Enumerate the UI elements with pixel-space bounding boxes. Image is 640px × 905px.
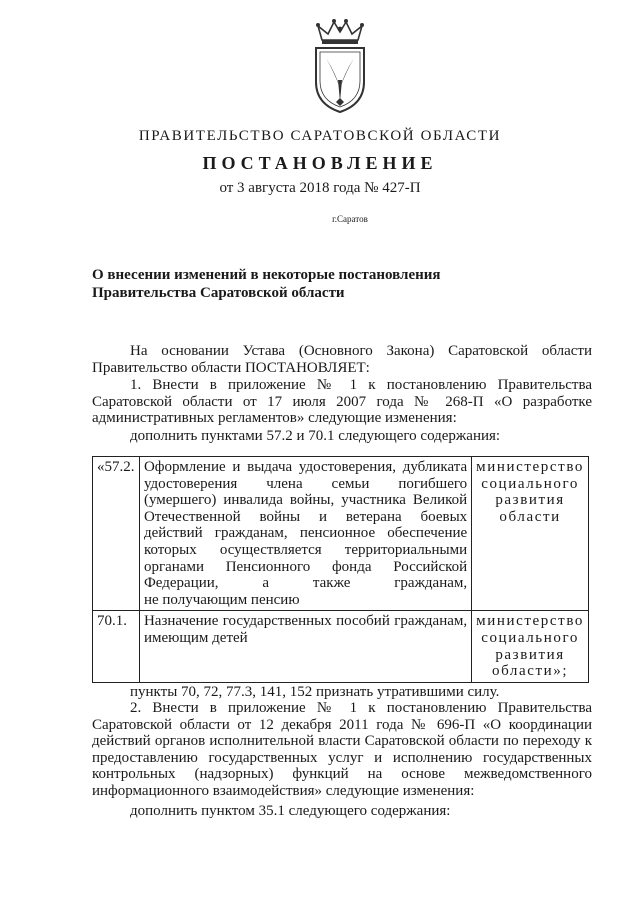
- row-service-text-body: Оформление и выдача удостоверения, дубликата удостоверения члена семьи погибшего (умершего) инвалида войны, участника Великой Отечественной войны и ветерана боевых действий гражданам, пенсионное обеспечение которых осуществляется территориальными органами Пенсионного фонда Российской Федерации, а также гражданам,: [143, 459, 468, 592]
- item-2-paragraph: 2. Внести в приложение № 1 к постановлению Правительства Саратовской области от 12 декабря 2011 года № 696-П «О координации действий органов исполнительной власти Саратовской области по переходу к предоставлению государственных услуг и исполнению государственных контрольных (надзорных) функций на основе межведомственного информационного взаимодействия» следующие изменения:: [92, 700, 592, 799]
- table-row: [93, 457, 589, 611]
- item-1-void-paragraph: пункты 70, 72, 77.3, 141, 152 признать утратившими силу.: [130, 684, 500, 700]
- row-authority: министерство социального развития области»;: [472, 611, 589, 682]
- subject-line-2: Правительства Саратовской области: [92, 285, 345, 301]
- item-1-paragraph: 1. Внести в приложение № 1 к постановлению Правительства Саратовской области от 17 июля 2007 года № 268-П «О разработке административных регламентов» следующие изменения:: [92, 377, 592, 427]
- row-service-text-last: имеющим детей: [143, 629, 248, 646]
- basis-paragraph: [92, 343, 592, 376]
- amendments-table: [92, 456, 589, 683]
- item-1-add-paragraph: дополнить пунктами 57.2 и 70.1 следующего содержания:: [130, 428, 501, 444]
- basis-line-1: На основании Устава (Основного Закона) Саратовской области: [130, 343, 592, 359]
- row-number: «57.2.: [93, 457, 140, 611]
- row-service-text-last: не получающим пенсию: [143, 591, 300, 608]
- table-row: [93, 611, 589, 682]
- doc-subject: [92, 266, 542, 302]
- row-authority: министерство социального развития области: [472, 457, 589, 611]
- saratov-coat-of-arms-icon: [312, 18, 368, 114]
- row-service-text: [139, 611, 471, 682]
- subject-line-1: О внесении изменений в некоторые постановления: [92, 267, 441, 283]
- row-service-text: [139, 457, 471, 611]
- doc-date-number: от 3 августа 2018 года № 427-П: [219, 180, 421, 196]
- item-2-add-paragraph: дополнить пунктом 35.1 следующего содержания:: [130, 803, 451, 819]
- row-number: 70.1.: [93, 611, 140, 682]
- doc-city: г.Саратов: [332, 214, 368, 224]
- basis-line-2: Правительство области ПОСТАНОВЛЯЕТ:: [92, 359, 370, 376]
- doc-type-title: ПОСТАНОВЛЕНИЕ: [202, 153, 438, 173]
- row-service-text-body: Назначение государственных пособий гражданам,: [143, 613, 468, 630]
- org-name: ПРАВИТЕЛЬСТВО САРАТОВСКОЙ ОБЛАСТИ: [138, 128, 502, 144]
